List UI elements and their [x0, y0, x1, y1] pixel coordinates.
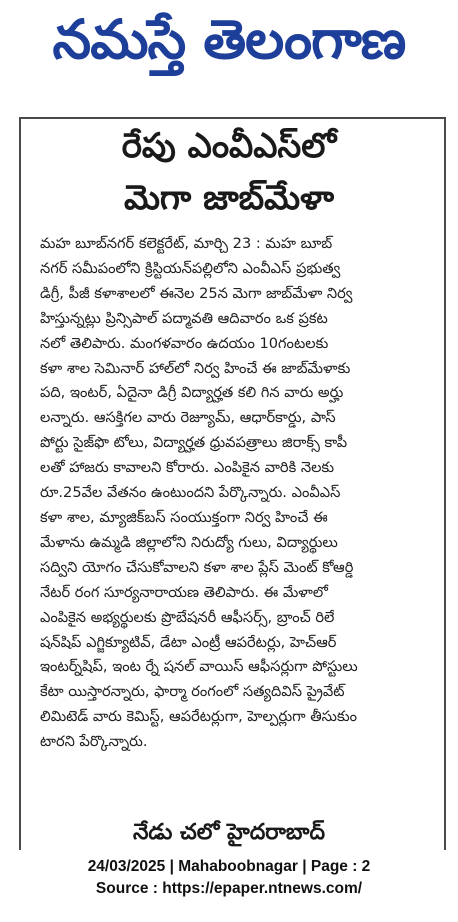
article-body-line: షన్‌షిప్ ఎగ్జిక్యూటివ్, డేటా ఎంట్రీ ఆపరేటర్లు, హెచ్‌ఆర్	[40, 633, 337, 651]
article-subheading: నేడు చలో హైదరాబాద్	[132, 820, 325, 845]
article-body-line: సద్విని యోగం చేసుకోవాలని కళా శాల ప్లేస్ మెంట్ కోఆర్డి	[40, 558, 354, 576]
headline-line-1: రేపు ఎంవీఎస్‌లో	[121, 126, 337, 166]
article-body-line: ఎంపికైన అభ్యర్థులకు ప్రొబేషనరీ ఆఫీసర్స్, బ్రాంచ్ రిలే	[40, 608, 335, 626]
headline-line-2: మెగా జాబ్‌మేళా	[123, 178, 335, 218]
article-body-line: పోర్టు సైజ్‌ఫొ టోలు, విద్యార్హత ధ్రువపత్రాలు జిరాక్స్ కాపీ	[40, 434, 348, 452]
article-body-line: కళా శాల, మ్యాజిక్‌బస్ సంయుక్తంగా నిర్వ హించే ఈ	[40, 508, 328, 526]
article-body-line: లతో హాజరు కావాలని కోరారు. ఎంపికైన వారికి నెలకు	[40, 459, 335, 477]
article-body-line: మేళాను ఉమ్మడి జిల్లాలోని నిరుద్యో గులు, విద్యార్థులు	[40, 533, 338, 551]
article-body-line: పది, ఇంటర్, ఏదైనా డిగ్రీ విద్యార్హత కలి గిన వారు అర్హు	[40, 384, 344, 402]
article-body-line: లిమిటెడ్ వారు కెమిస్ట్, ఆపరేటర్లుగా, హెల్పర్లుగా తీసుకుం	[40, 708, 358, 726]
article-body-line: మహ బూబ్‌నగర్ కలెక్టరేట్, మార్చి 23 : మహ బూబ్‌	[40, 235, 333, 252]
article-body-line: డిగ్రీ, పీజీ కళాశాలలో ఈనెల 25న మెగా జాబ్‌మేళా నిర్వ	[40, 284, 353, 302]
article-body	[40, 232, 430, 755]
article-body-line: ఇంటర్న్‌షిప్, ఇంట ర్నే షనల్ వాయిస్ ఆఫీసర్లుగా పోస్టులు	[40, 658, 358, 676]
article-body-line: కేటా యిస్తారన్నారు, ఫార్మా రంగంలో సత్యదివిస్ ప్రైవేట్	[40, 683, 345, 701]
article-body-line: రూ.25వేల వేతనం ఉంటుందని పేర్కొన్నారు. ఎంవీఎస్	[40, 484, 341, 502]
article-body-line: నలో తెలిపారు. మంగళవారం ఉదయం 10గంటలకు	[40, 334, 329, 352]
article-body-line: కళా శాల సెమినార్ హాల్‌లో నిర్వ హించే ఈ జాబ్‌మేళాకు	[40, 359, 351, 377]
article-body-line: హిస్తున్నట్లు ప్రిన్సిపాల్ పద్మావతి ఆదివారం ఒక ప్రకట	[40, 309, 328, 327]
article-body-line: లన్నారు. ఆసక్తిగల వారు రెజ్యూమ్, ఆధార్‌కార్డు, పాస్‌	[40, 409, 336, 427]
article-body-line: నేటర్ రంగ సూర్యనారాయణ తెలిపారు. ఈ మేళాలో	[40, 583, 328, 601]
footer-source: Source : https://epaper.ntnews.com/	[95, 880, 363, 897]
article-body-line: టారని పేర్కొన్నారు.	[40, 733, 148, 751]
article-body-line: నగర్ సమీపంలోని క్రిస్టియన్‌పల్లిలోని ఎంవీఎస్ ప్రభుత్వ	[40, 259, 341, 277]
footer-date-edition: 24/03/2025 | Mahaboobnagar | Page : 2	[87, 858, 371, 875]
newspaper-title: నమస్తే తెలంగాణ	[52, 7, 406, 71]
masthead	[0, 0, 458, 92]
